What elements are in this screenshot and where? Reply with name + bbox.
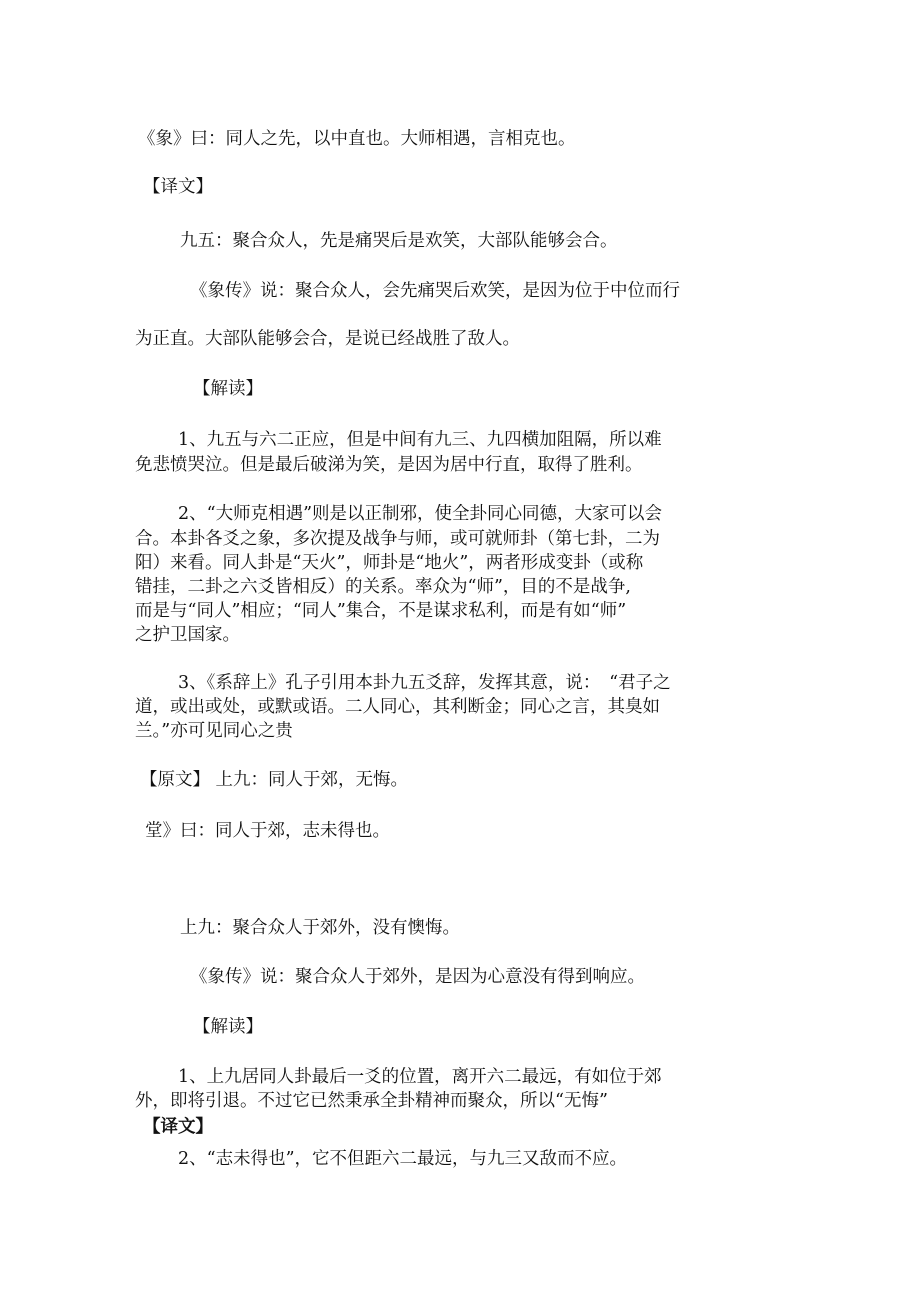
paragraph-line: 2、“大师克相遇”则是以正制邪，使全卦同心同德，大家可以会 (178, 504, 663, 524)
paragraph-line: 《象传》说：聚合众人，会先痛哭后欢笑，是因为位于中位而行 (190, 281, 680, 301)
paragraph-line: 九五：聚合众人，先是痛哭后是欢笑，大部队能够会合。 (180, 231, 618, 251)
paragraph-line: 1、九五与六二正应，但是中间有九三、九四横加阻隔，所以难 (178, 430, 662, 450)
section-heading-interpretation: 【解读】 (193, 379, 263, 399)
paragraph-line: 兰。”亦可见同心之贵 (135, 721, 293, 741)
paragraph-line: 而是与“同人”相应；“同人”集合，不是谋求私利，而是有如“师” (135, 601, 627, 621)
paragraph-line: 为正直。大部队能够会合，是说已经战胜了敌人。 (135, 329, 520, 349)
original-text-line: 【原文】 上九：同人于郊，无悔。 (140, 770, 409, 790)
paragraph-line: 合。本卦各爻之象，多次提及战争与师，或可就师卦（第七卦，二为 (135, 529, 660, 549)
xiang-line: 堂》曰：同人于郊，志未得也。 (145, 821, 390, 841)
paragraph-line: 道，或出或处，或默或语。二人同心，其利断金；同心之言，其臭如 (135, 697, 660, 717)
paragraph-line: 外，即将引退。不过它已然秉承全卦精神而聚众，所以“无悔” (135, 1091, 608, 1111)
paragraph-line: 上九：聚合众人于郊外，没有懊悔。 (180, 918, 460, 938)
paragraph-line: 之护卫国家。 (135, 625, 240, 645)
paragraph-line: 免悲愤哭泣。但是最后破涕为笑，是因为居中行直，取得了胜利。 (135, 455, 643, 475)
xiang-line: 《象》曰：同人之先，以中直也。大师相遇，言相克也。 (138, 129, 576, 149)
paragraph-line: 3、《系辞上》孔子引用本卦九五爻辞，发挥其意，说： “君子之 (178, 673, 671, 693)
paragraph-line: 2、“志未得也”，它不但距六二最远，与九三又敌而不应。 (178, 1149, 628, 1169)
paragraph-line: 1、上九居同人卦最后一爻的位置，离开六二最远，有如位于郊 (178, 1067, 662, 1087)
paragraph-line: 错挂，二卦之六爻皆相反）的关系。率众为“师”，目的不是战争, (135, 577, 631, 597)
section-heading-interpretation: 【解读】 (193, 1017, 263, 1037)
section-heading-translation: 【译文】 (143, 1117, 213, 1137)
paragraph-line: 阳）来看。同人卦是“天火”，师卦是“地火”，两者形成变卦（或称 (135, 553, 644, 573)
section-heading-translation: 【译文】 (143, 177, 213, 197)
paragraph-line: 《象传》说：聚合众人于郊外，是因为心意没有得到响应。 (190, 967, 645, 987)
